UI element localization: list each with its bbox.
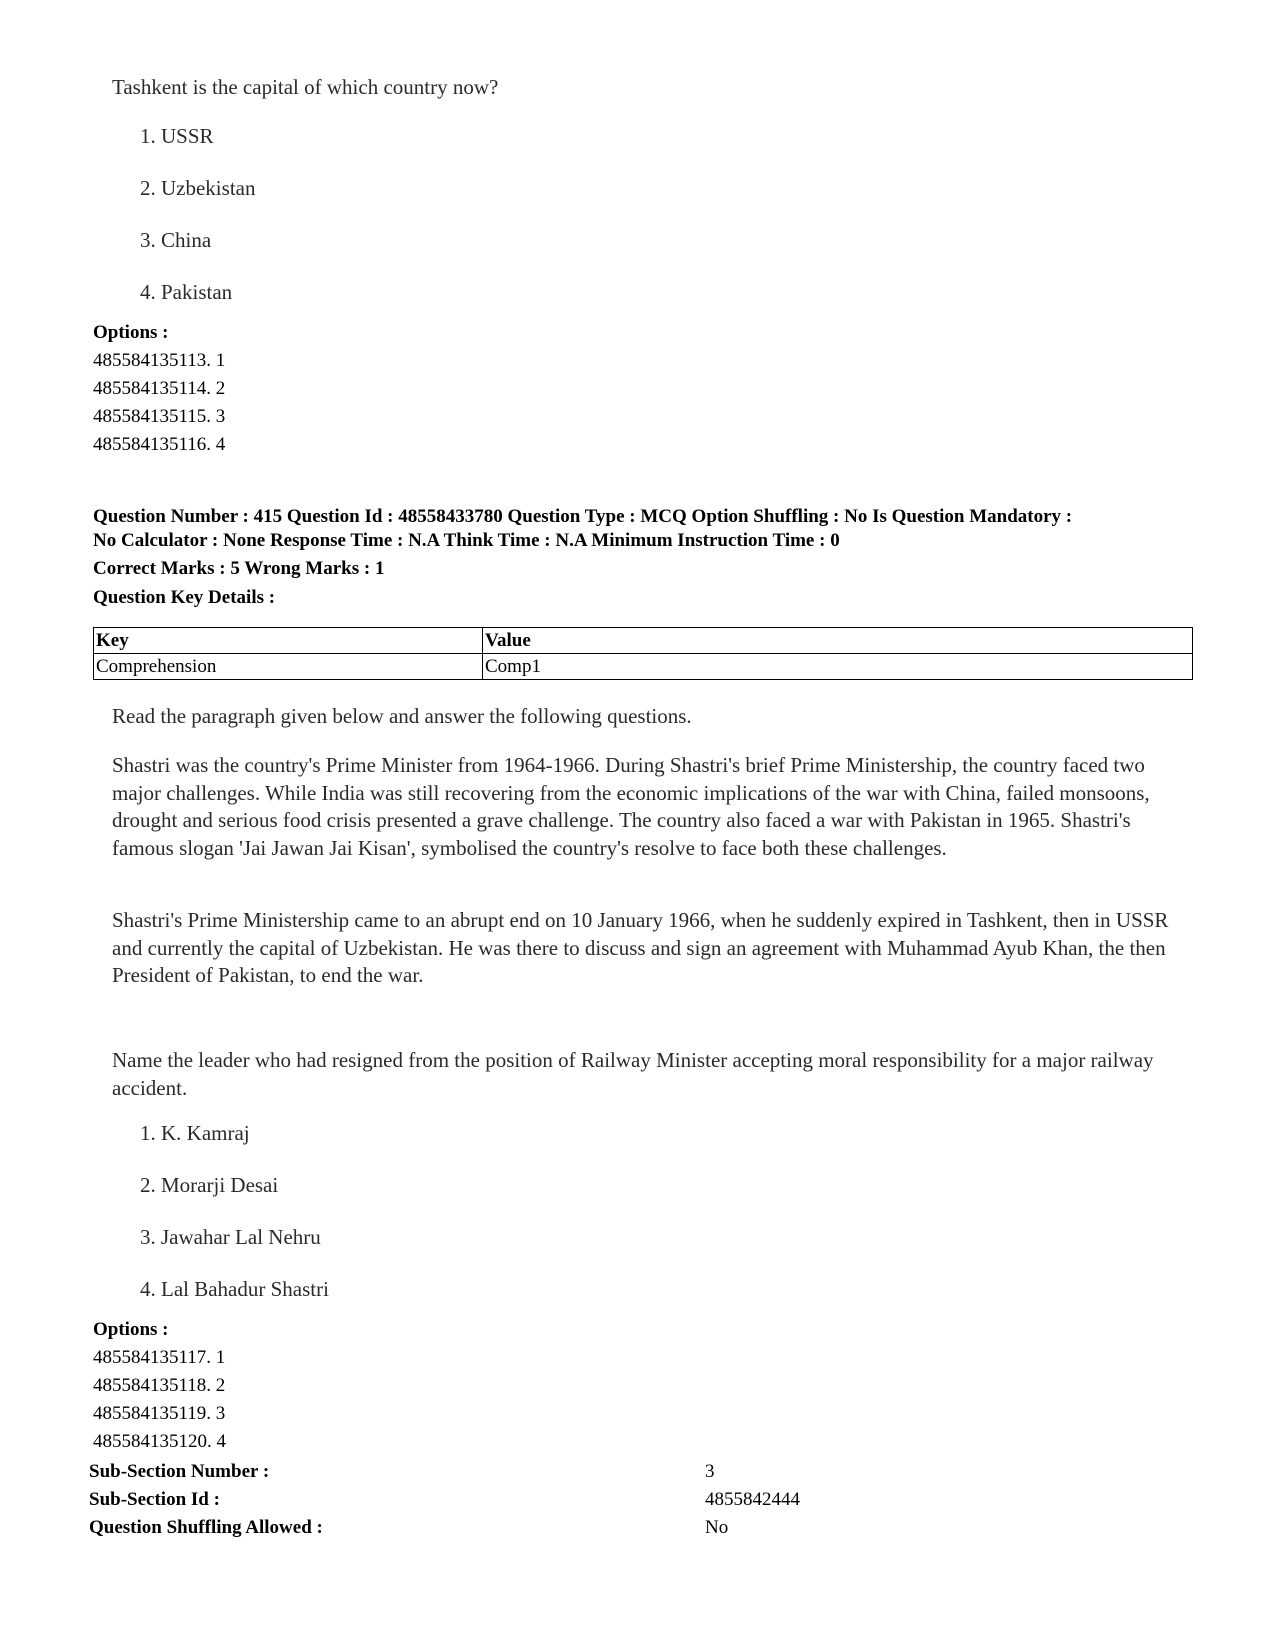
question-key-details-label: Question Key Details :	[93, 587, 276, 608]
table-row	[94, 654, 1193, 680]
question-2-option-id-1: 485584135117. 1	[93, 1347, 226, 1368]
comprehension-paragraph-2: Shastri's Prime Ministership came to an abrupt end on 10 January 1966, when he suddenly expired in Tashkent, then in USSR and currently the capital of Uzbekistan. He was there to discuss and sign an agreement with Muhammad Ayub Khan, the then President of Pakistan, to end the war.	[112, 908, 1169, 987]
subsection-number-label: Sub-Section Number :	[89, 1461, 270, 1482]
question-1-option-id-2: 485584135114. 2	[93, 378, 226, 399]
subsection-shuffle-label: Question Shuffling Allowed :	[89, 1517, 323, 1538]
question-2-options-label: Options :	[93, 1319, 169, 1340]
table-header-key: Key	[94, 628, 483, 654]
subsection-id-value: 4855842444	[705, 1489, 800, 1510]
question-1-choice-3: 3. China	[140, 228, 212, 252]
subsection-shuffle-value: No	[705, 1517, 729, 1538]
question-meta-line-2: No Calculator : None Response Time : N.A Think Time : N.A Minimum Instruction Time : 0	[93, 530, 840, 551]
question-1-options-label: Options :	[93, 322, 169, 343]
question-1-choice-4: 4. Pakistan	[140, 280, 233, 304]
question-2-option-id-3: 485584135119. 3	[93, 1403, 226, 1424]
question-1-option-id-4: 485584135116. 4	[93, 434, 226, 455]
question-2-choice-3: 3. Jawahar Lal Nehru	[140, 1225, 321, 1249]
question-2-choice-1: 1. K. Kamraj	[140, 1121, 250, 1145]
table-cell-value: Comp1	[483, 654, 1193, 680]
subsection-id-label: Sub-Section Id :	[89, 1489, 220, 1510]
table-header-value: Value	[483, 628, 1193, 654]
question-1-option-id-1: 485584135113. 1	[93, 350, 226, 371]
table-header-row	[94, 628, 1193, 654]
comprehension-paragraph-1: Shastri was the country's Prime Minister from 1964-1966. During Shastri's brief Prime Ministership, the country faced two major challenges. While India was still recovering from the economic implications of the war with China, failed monsoons, drought and serious food crisis presented a grave challenge. The country also faced a war with Pakistan in 1965. Shastri's famous slogan 'Jai Jawan Jai Kisan', symbolised the country's resolve to face both these challenges.	[112, 753, 1150, 860]
question-1-option-id-3: 485584135115. 3	[93, 406, 226, 427]
question-key-table	[93, 627, 1193, 680]
question-meta-line-1: Question Number : 415 Question Id : 48558433780 Question Type : MCQ Option Shuffling : No Is Question Mandatory :	[93, 506, 1073, 527]
question-1-text: Tashkent is the capital of which country now?	[112, 75, 499, 99]
question-2-choice-2: 2. Morarji Desai	[140, 1173, 279, 1197]
question-marks: Correct Marks : 5 Wrong Marks : 1	[93, 558, 385, 579]
question-2-text: Name the leader who had resigned from the position of Railway Minister accepting moral responsibility for a major railway accident.	[112, 1048, 1154, 1100]
question-1-choice-1: 1. USSR	[140, 124, 214, 148]
question-2-option-id-2: 485584135118. 2	[93, 1375, 226, 1396]
question-1-choice-2: 2. Uzbekistan	[140, 176, 256, 200]
comprehension-intro: Read the paragraph given below and answer the following questions.	[112, 704, 692, 728]
question-2-option-id-4: 485584135120. 4	[93, 1431, 226, 1452]
subsection-number-value: 3	[705, 1461, 715, 1482]
table-cell-key: Comprehension	[94, 654, 483, 680]
question-2-choice-4: 4. Lal Bahadur Shastri	[140, 1277, 329, 1301]
